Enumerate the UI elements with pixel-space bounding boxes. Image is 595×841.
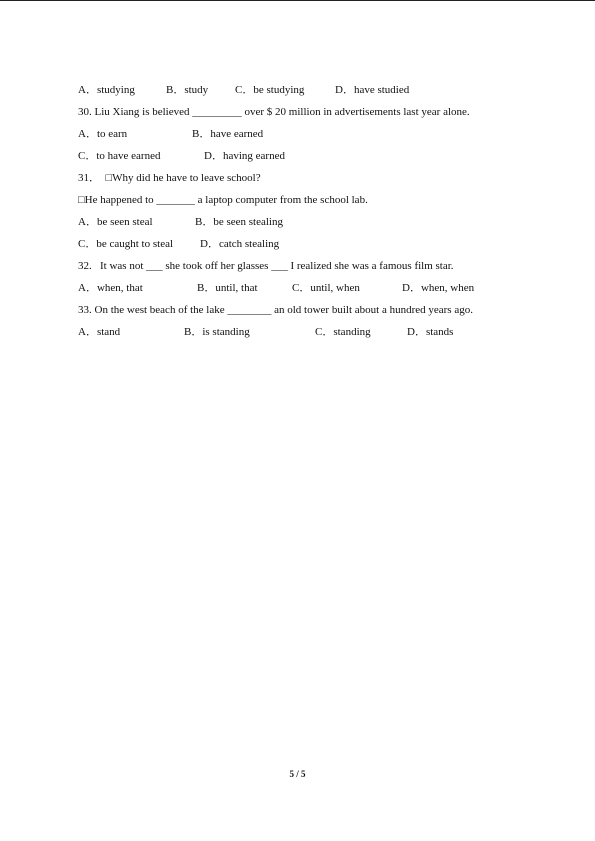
answer-option bbox=[235, 79, 335, 101]
option-letter: B． bbox=[197, 282, 216, 294]
option-text: be seen steal bbox=[96, 216, 153, 228]
answer-option bbox=[315, 321, 407, 343]
answer-option bbox=[204, 145, 334, 167]
option-letter: B． bbox=[166, 84, 185, 96]
options-line bbox=[78, 277, 548, 299]
option-text: when, when bbox=[420, 282, 475, 294]
option-text: be seen stealing bbox=[213, 216, 283, 228]
answer-option bbox=[78, 233, 200, 255]
answer-option bbox=[78, 277, 197, 299]
options-line bbox=[78, 145, 548, 167]
option-text: when, that bbox=[96, 282, 143, 294]
option-letter: C． bbox=[78, 238, 97, 250]
answer-option bbox=[407, 321, 487, 343]
option-letter: C． bbox=[78, 150, 97, 162]
option-text: stands bbox=[425, 326, 454, 338]
answer-option bbox=[166, 79, 235, 101]
option-letter: D． bbox=[204, 150, 223, 162]
option-text: study bbox=[184, 84, 209, 96]
option-letter: A． bbox=[78, 84, 97, 96]
answer-option bbox=[78, 211, 195, 233]
question-line: 31． □Why did he have to leave school? bbox=[78, 172, 261, 184]
option-text: have studied bbox=[353, 84, 410, 96]
option-letter: D． bbox=[407, 326, 426, 338]
answer-option bbox=[184, 321, 315, 343]
option-text: standing bbox=[333, 326, 371, 338]
options-line bbox=[78, 233, 548, 255]
answer-option bbox=[192, 123, 312, 145]
options-line bbox=[78, 123, 548, 145]
question-content bbox=[78, 79, 548, 343]
option-text: until, when bbox=[310, 282, 360, 294]
answer-option bbox=[200, 233, 330, 255]
option-letter: C． bbox=[315, 326, 334, 338]
top-border-line bbox=[0, 0, 595, 1]
option-letter: C． bbox=[292, 282, 311, 294]
question-line: 30. Liu Xiang is believed _________ over $ 20 million in advertisements last year alone. bbox=[78, 106, 470, 118]
option-letter: B． bbox=[195, 216, 214, 228]
option-text: be studying bbox=[253, 84, 305, 96]
answer-option bbox=[195, 211, 325, 233]
answer-option bbox=[78, 79, 166, 101]
page-number: 5 / 5 bbox=[289, 769, 306, 779]
option-letter: D． bbox=[335, 84, 354, 96]
option-text: to have earned bbox=[96, 150, 161, 162]
option-letter: A． bbox=[78, 326, 97, 338]
options-line bbox=[78, 321, 548, 343]
option-letter: A． bbox=[78, 216, 97, 228]
question-line: 33. On the west beach of the lake ________ an old tower built about a hundred years ago. bbox=[78, 304, 473, 316]
answer-option bbox=[292, 277, 402, 299]
options-line bbox=[78, 211, 548, 233]
question-line: 32. It was not ___ she took off her glasses ___ I realized she was a famous film star. bbox=[78, 260, 454, 272]
option-letter: C． bbox=[235, 84, 254, 96]
option-letter: D． bbox=[200, 238, 219, 250]
option-letter: B． bbox=[192, 128, 211, 140]
option-letter: D． bbox=[402, 282, 421, 294]
option-text: catch stealing bbox=[218, 238, 280, 250]
option-letter: A． bbox=[78, 282, 97, 294]
question-line: □He happened to _______ a laptop computer from the school lab. bbox=[78, 194, 368, 206]
option-text: stand bbox=[96, 326, 121, 338]
answer-option bbox=[402, 277, 512, 299]
answer-option bbox=[78, 123, 192, 145]
option-text: until, that bbox=[215, 282, 258, 294]
option-text: studying bbox=[96, 84, 135, 96]
answer-option bbox=[197, 277, 292, 299]
option-text: be caught to steal bbox=[96, 238, 174, 250]
answer-option bbox=[78, 321, 184, 343]
option-text: have earned bbox=[210, 128, 264, 140]
answer-option bbox=[78, 145, 204, 167]
option-text: to earn bbox=[96, 128, 128, 140]
option-text: having earned bbox=[222, 150, 285, 162]
option-text: is standing bbox=[202, 326, 250, 338]
option-letter: B． bbox=[184, 326, 203, 338]
options-line bbox=[78, 79, 548, 101]
answer-option bbox=[335, 79, 455, 101]
option-letter: A． bbox=[78, 128, 97, 140]
